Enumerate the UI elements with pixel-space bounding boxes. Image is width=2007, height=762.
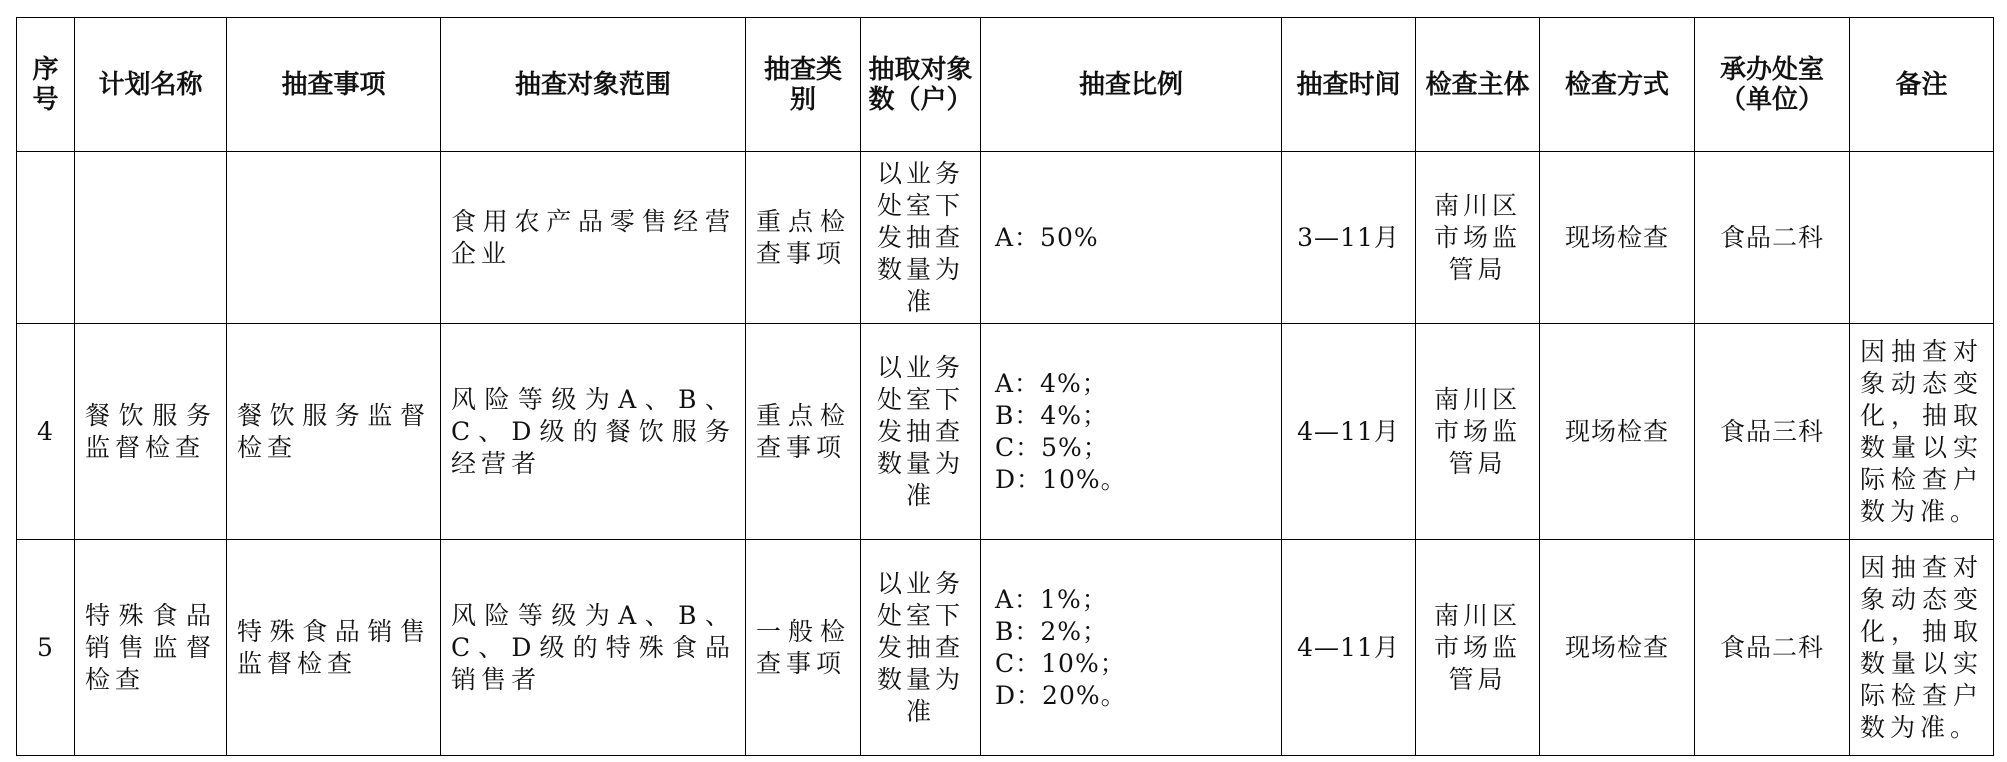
- table-row: [17, 324, 1994, 540]
- header-scope: 抽查对象范围: [441, 18, 746, 152]
- cell-ratio: [981, 324, 1282, 540]
- header-subject: 检查主体: [1416, 18, 1540, 152]
- cell-method: 现场检查: [1540, 152, 1695, 324]
- ratio-line: C：5%；: [995, 432, 1109, 462]
- ratio-line: A：1%；: [995, 584, 1108, 614]
- cell-item: 餐饮服务监督检查: [227, 324, 441, 540]
- header-count: 抽取对象数（户）: [861, 18, 981, 152]
- header-item: 抽查事项: [227, 18, 441, 152]
- cell-count: 以业务处室下发抽查数量为准: [861, 540, 981, 756]
- inspection-plan-sheet: [16, 17, 1994, 756]
- cell-method: 现场检查: [1540, 540, 1695, 756]
- table-row: [17, 152, 1994, 324]
- cell-office: 食品二科: [1695, 152, 1850, 324]
- ratio-line: B：2%；: [995, 616, 1109, 646]
- cell-subject: 南川区市场监管局: [1416, 540, 1540, 756]
- cell-seq: 5: [17, 540, 75, 756]
- ratio-line: D：20%。: [995, 680, 1127, 710]
- cell-office: 食品二科: [1695, 540, 1850, 756]
- cell-ratio: [981, 152, 1282, 324]
- cell-scope: 食用农产品零售经营企业: [441, 152, 746, 324]
- cell-category: 重点检查事项: [746, 324, 861, 540]
- cell-note: [1850, 152, 1994, 324]
- cell-category: 重点检查事项: [746, 152, 861, 324]
- cell-item: [227, 152, 441, 324]
- cell-scope: 风险等级为A、B、C、D级的特殊食品销售者: [441, 540, 746, 756]
- header-note: 备注: [1850, 18, 1994, 152]
- cell-subject: 南川区市场监管局: [1416, 152, 1540, 324]
- header-plan: 计划名称: [75, 18, 227, 152]
- cell-category: 一般检查事项: [746, 540, 861, 756]
- ratio-line: A：4%；: [995, 368, 1108, 398]
- ratio-line: C：10%；: [995, 648, 1126, 678]
- header-row: [17, 18, 1994, 152]
- cell-time: 4—11月: [1282, 324, 1416, 540]
- inspection-plan-table: [16, 17, 1994, 756]
- header-time: 抽查时间: [1282, 18, 1416, 152]
- cell-note: 因抽查对象动态变化，抽取数量以实际检查户数为准。: [1850, 540, 1994, 756]
- cell-seq: [17, 152, 75, 324]
- cell-seq: 4: [17, 324, 75, 540]
- cell-time: 3—11月: [1282, 152, 1416, 324]
- ratio-line: D：10%。: [995, 464, 1127, 494]
- header-method: 检查方式: [1540, 18, 1695, 152]
- cell-scope: 风险等级为A、B、C、D级的餐饮服务经营者: [441, 324, 746, 540]
- cell-count: 以业务处室下发抽查数量为准: [861, 152, 981, 324]
- cell-count: 以业务处室下发抽查数量为准: [861, 324, 981, 540]
- cell-method: 现场检查: [1540, 324, 1695, 540]
- cell-ratio: [981, 540, 1282, 756]
- cell-time: 4—11月: [1282, 540, 1416, 756]
- cell-office: 食品三科: [1695, 324, 1850, 540]
- cell-plan: [75, 152, 227, 324]
- header-seq: 序号: [17, 18, 75, 152]
- header-category: 抽查类别: [746, 18, 861, 152]
- cell-plan: 餐饮服务监督检查: [75, 324, 227, 540]
- header-office: 承办处室（单位）: [1695, 18, 1850, 152]
- table-row: [17, 540, 1994, 756]
- cell-subject: 南川区市场监管局: [1416, 324, 1540, 540]
- cell-item: 特殊食品销售监督检查: [227, 540, 441, 756]
- cell-plan: 特殊食品销售监督检查: [75, 540, 227, 756]
- header-ratio: 抽查比例: [981, 18, 1282, 152]
- cell-note: 因抽查对象动态变化，抽取数量以实际检查户数为准。: [1850, 324, 1994, 540]
- ratio-line: B：4%；: [995, 400, 1109, 430]
- ratio-line: A：50%: [995, 222, 1099, 252]
